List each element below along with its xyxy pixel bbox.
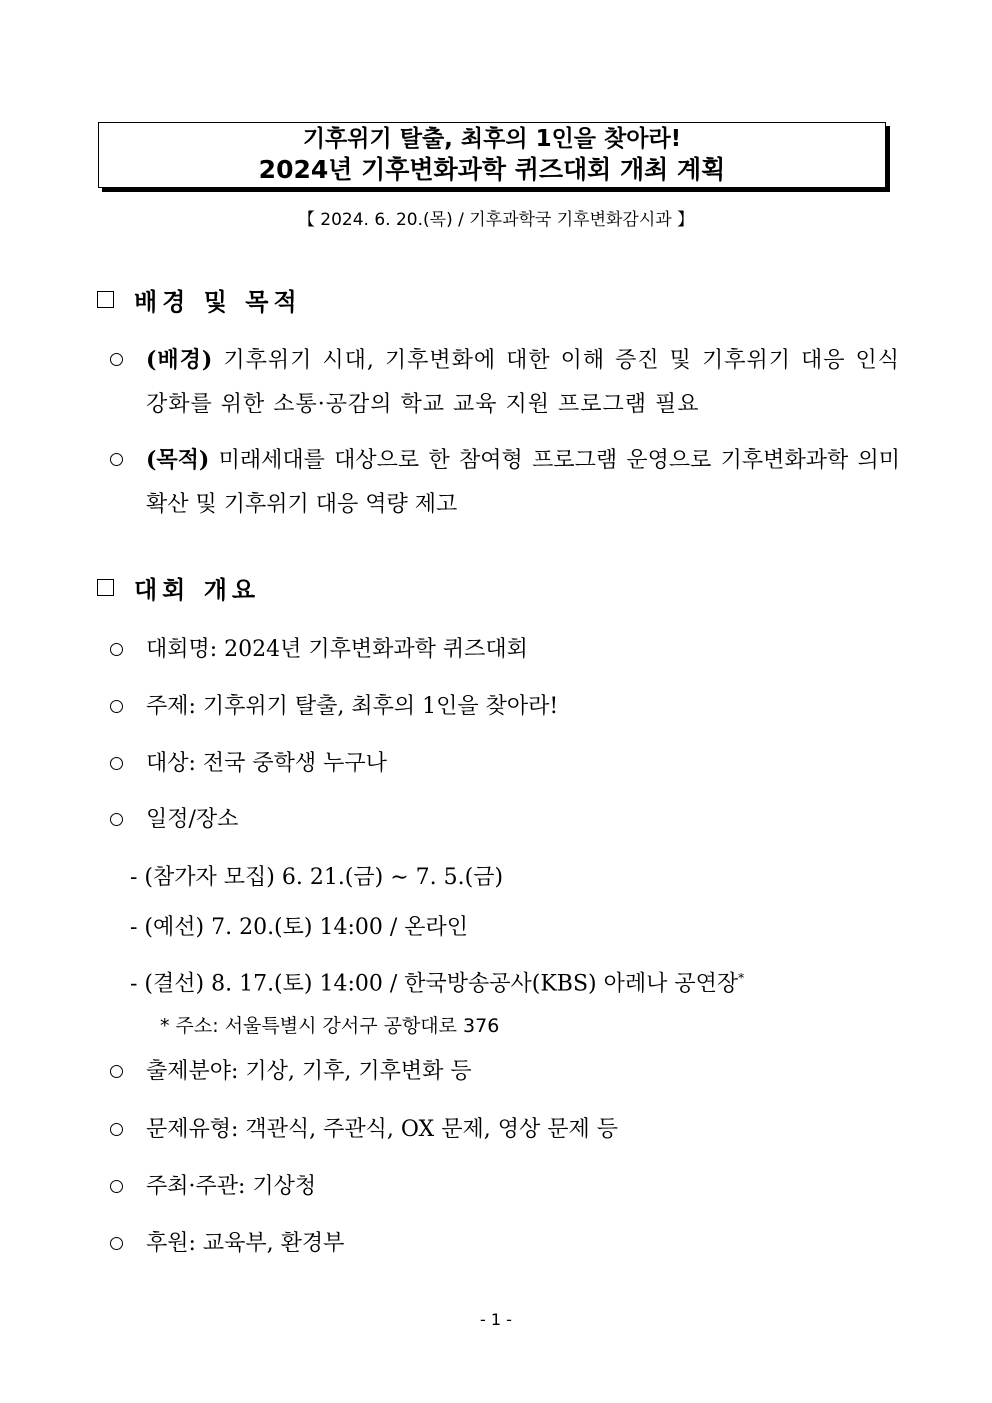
section-heading-background: [97, 282, 302, 317]
footnote-mark: *: [738, 971, 745, 985]
circle-bullet-icon: [110, 1237, 123, 1250]
schedule-final: [130, 963, 744, 999]
circle-bullet-icon: [110, 700, 123, 713]
bullet-schedule: 일정/장소: [110, 798, 900, 842]
bullet-target: 대상: 전국 중학생 누구나: [110, 742, 900, 786]
bullet-host: 주최·주관: 기상청: [110, 1165, 900, 1209]
section-heading-text: 배경 및 목적: [134, 288, 302, 316]
bullet-contest-name: 대회명: 2024년 기후변화과학 퀴즈대회: [110, 628, 900, 672]
bullet-sponsor: 후원: 교육부, 환경부: [110, 1222, 900, 1266]
circle-bullet-icon: [110, 813, 123, 826]
bullet-text: 미래세대를 대상으로 한 참여형 프로그램 운영으로 기후변화과학 의미 확산 및 기후위기 대응 역량 제고: [146, 448, 900, 517]
bullet-text: 기후위기 시대, 기후변화에 대한 이해 증진 및 기후위기 대응 인식강화를 위한 소통·공감의 학교 교육 지원 프로그램 필요: [146, 348, 900, 417]
square-bullet-icon: [97, 579, 114, 596]
square-bullet-icon: [97, 291, 114, 308]
date-department-line: 【 2024. 6. 20.(목) / 기후과학국 기후변화감시과 】: [297, 210, 695, 230]
circle-bullet-icon: [110, 1180, 123, 1193]
circle-bullet-icon: [110, 757, 123, 770]
bullet-purpose: [110, 438, 900, 527]
address-note: * 주소: 서울특별시 강서구 공항대로 376: [160, 1015, 500, 1037]
page-number: - 1 -: [480, 1310, 512, 1329]
circle-bullet-icon: [110, 1065, 123, 1078]
bullet-label: (목적): [146, 447, 210, 473]
schedule-preliminary: - (예선) 7. 20.(토) 14:00 / 온라인: [130, 915, 469, 940]
bullet-background: [110, 338, 900, 427]
section-heading-overview: [97, 570, 260, 605]
bullet-theme: 주제: 기후위기 탈출, 최후의 1인을 찾아라!: [110, 685, 900, 729]
circle-bullet-icon: [110, 643, 123, 656]
schedule-final-text: - (결선) 8. 17.(토) 14:00 / 한국방송공사(KBS) 아레나 공연장: [130, 971, 739, 997]
title-line-2: 2024년 기후변화과학 퀴즈대회 개최 계획: [258, 155, 726, 184]
bullet-label: (배경): [146, 347, 214, 373]
bullet-question-types: 문제유형: 객관식, 주관식, OX 문제, 영상 문제 등: [110, 1108, 900, 1152]
bullet-fields: 출제분야: 기상, 기후, 기후변화 등: [110, 1050, 900, 1094]
schedule-recruit: - (참가자 모집) 6. 21.(금) ∼ 7. 5.(금): [130, 865, 504, 890]
section-heading-text: 대회 개요: [134, 576, 261, 604]
circle-bullet-icon: [110, 453, 123, 466]
circle-bullet-icon: [110, 353, 123, 366]
title-line-1: 기후위기 탈출, 최후의 1인을 찾아라!: [302, 126, 682, 152]
title-box: [98, 122, 886, 188]
circle-bullet-icon: [110, 1123, 123, 1136]
